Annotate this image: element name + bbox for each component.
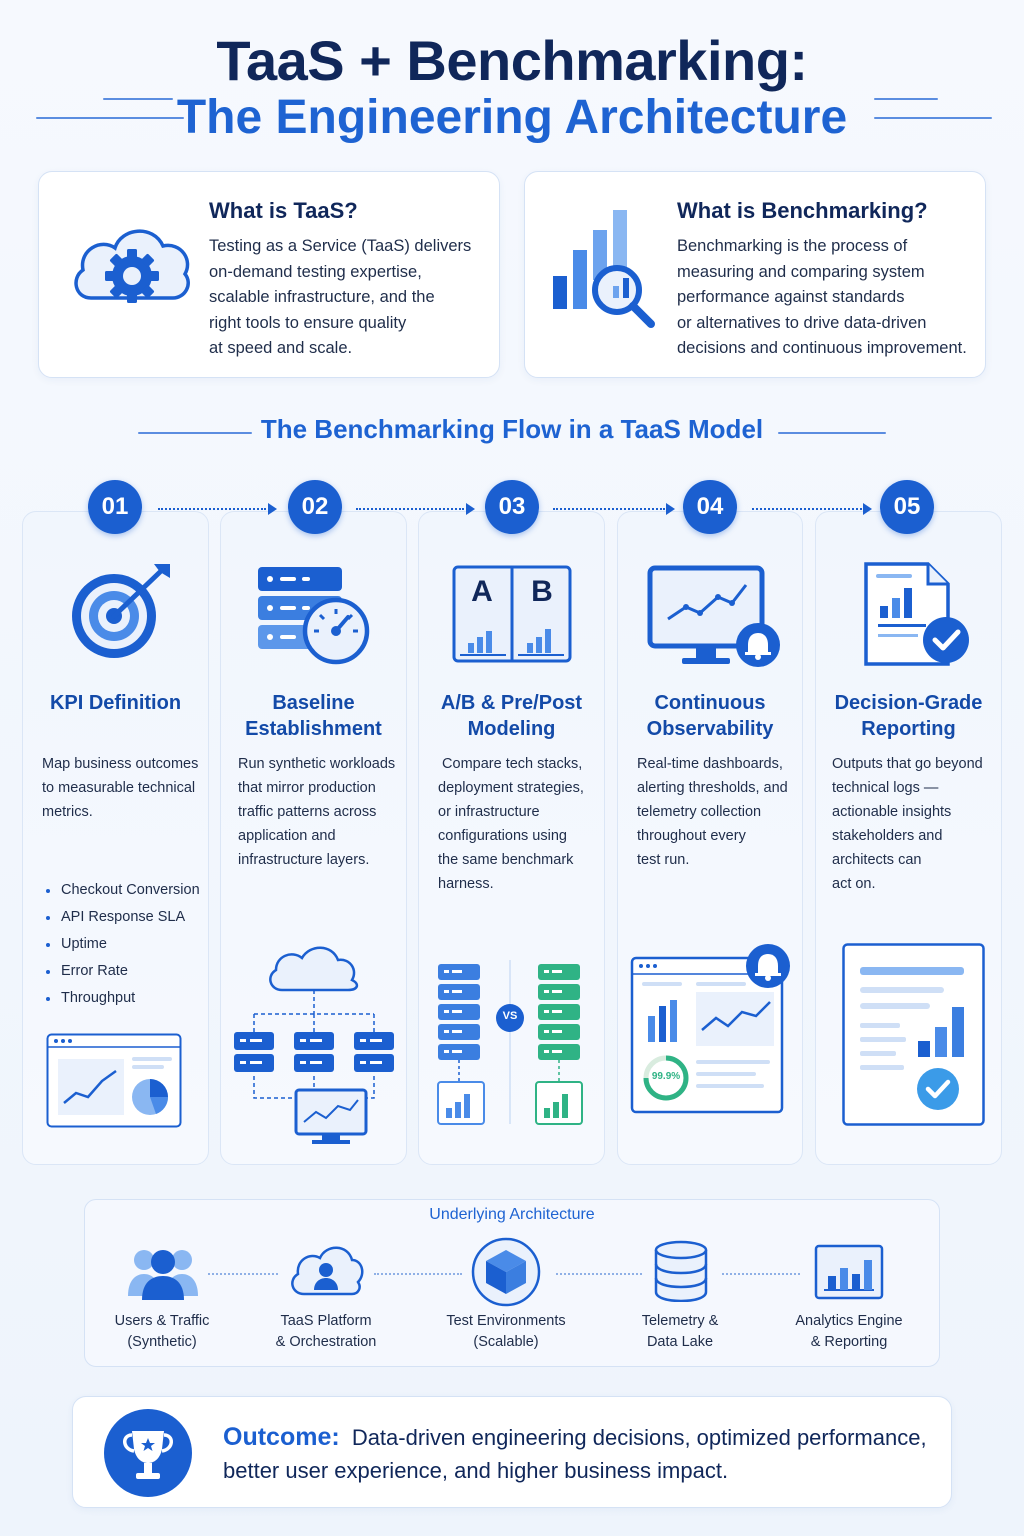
desc-line: actionable insights bbox=[832, 804, 952, 820]
flow-arrow-line bbox=[356, 508, 464, 510]
step-title-line: A/B & Pre/Post bbox=[440, 692, 583, 714]
benchmarking-desc-line: or alternatives to drive data-driven bbox=[677, 313, 927, 332]
variant-a-label: A bbox=[471, 575, 493, 608]
server-gauge-icon bbox=[256, 565, 371, 665]
benchmarking-desc-line: Benchmarking is the process of bbox=[677, 237, 908, 255]
label-line: Telemetry & bbox=[641, 1313, 719, 1329]
title-divider-right-short bbox=[874, 98, 938, 100]
step-number: 05 bbox=[880, 480, 934, 534]
desc-line: infrastructure layers. bbox=[238, 852, 370, 868]
taas-desc-line: on-demand testing expertise, bbox=[209, 262, 422, 281]
arrow-right-icon bbox=[863, 503, 872, 515]
taas-desc-line: right tools to ensure quality bbox=[209, 313, 407, 332]
step-title-line: Reporting bbox=[861, 718, 956, 740]
label-line: (Scalable) bbox=[473, 1334, 539, 1350]
step-desc-baseline bbox=[238, 752, 405, 872]
step-title-ab bbox=[418, 690, 605, 742]
label-line: Test Environments bbox=[446, 1313, 566, 1329]
cloud-user-icon bbox=[288, 1240, 364, 1302]
step-desc-kpi bbox=[42, 752, 207, 824]
step-number: 01 bbox=[88, 480, 142, 534]
kpi-list-item: API Response SLA bbox=[46, 904, 206, 931]
outcome-statement bbox=[223, 1421, 943, 1487]
target-icon bbox=[68, 560, 173, 662]
step-title-kpi bbox=[22, 690, 209, 716]
arrow-right-icon bbox=[666, 503, 675, 515]
step-title-line: Decision-Grade bbox=[834, 692, 983, 714]
desc-line: Run synthetic workloads bbox=[238, 756, 396, 772]
desc-line: telemetry collection bbox=[637, 804, 762, 820]
kpi-list-item: Uptime bbox=[46, 931, 206, 958]
uptime-value: 99.9% bbox=[651, 1071, 681, 1082]
outcome-text-line: Data-driven engineering decisions, optimized performance, bbox=[351, 1425, 927, 1450]
architecture-connector bbox=[374, 1273, 462, 1275]
desc-line: harness. bbox=[438, 876, 494, 892]
flow-arrow-line bbox=[158, 508, 266, 510]
stack-comparison-illustration bbox=[428, 958, 596, 1130]
label-line: & Reporting bbox=[810, 1334, 888, 1350]
page-subtitle: The Engineering Architecture bbox=[176, 91, 848, 144]
cloud-network-illustration bbox=[230, 940, 398, 1150]
kpi-list-item: Throughput bbox=[46, 985, 206, 1012]
desc-line: alerting thresholds, and bbox=[637, 780, 788, 796]
cloud-gear-icon bbox=[69, 210, 194, 320]
database-icon bbox=[654, 1240, 708, 1302]
desc-line: act on. bbox=[832, 876, 876, 892]
desc-line: to measurable technical bbox=[42, 780, 196, 796]
step-desc-ab bbox=[438, 752, 603, 896]
benchmarking-card bbox=[524, 171, 986, 378]
vs-label: VS bbox=[502, 1010, 518, 1022]
desc-line: that mirror production bbox=[238, 780, 376, 796]
report-document-illustration bbox=[842, 943, 985, 1126]
analytics-chart-icon bbox=[814, 1244, 884, 1300]
arrow-right-icon bbox=[466, 503, 475, 515]
monitor-alert-icon bbox=[646, 565, 786, 670]
label-line: (Synthetic) bbox=[127, 1334, 197, 1350]
desc-line: test run. bbox=[637, 852, 690, 868]
benchmarking-title: What is Benchmarking? bbox=[677, 198, 928, 223]
taas-desc-line: Testing as a Service (TaaS) delivers bbox=[209, 237, 472, 255]
flow-section-title: The Benchmarking Flow in a TaaS Model bbox=[260, 414, 764, 444]
architecture-connector bbox=[722, 1273, 800, 1275]
outcome-label: Outcome: bbox=[223, 1423, 340, 1451]
desc-line: technical logs — bbox=[832, 780, 939, 796]
architecture-label-platform bbox=[256, 1311, 396, 1353]
step-number: 03 bbox=[485, 480, 539, 534]
desc-line: the same benchmark bbox=[438, 852, 574, 868]
label-line: TaaS Platform bbox=[280, 1313, 372, 1329]
flow-arrow-line bbox=[752, 508, 862, 510]
architecture-label-environments bbox=[426, 1311, 586, 1353]
step-title-line: Baseline bbox=[272, 692, 355, 714]
users-icon bbox=[128, 1240, 198, 1302]
desc-line: or infrastructure bbox=[438, 804, 540, 820]
architecture-connector bbox=[208, 1273, 278, 1275]
arrow-right-icon bbox=[268, 503, 277, 515]
variant-b-label: B bbox=[531, 575, 553, 608]
label-line: & Orchestration bbox=[275, 1334, 377, 1350]
benchmarking-desc-line: measuring and comparing system bbox=[677, 262, 925, 281]
desc-line: throughout every bbox=[637, 828, 746, 844]
bar-chart-magnifier-icon bbox=[547, 204, 659, 329]
label-line: Users & Traffic bbox=[114, 1313, 210, 1329]
outcome-text-line: better user experience, and higher business impact. bbox=[223, 1458, 729, 1483]
step-title-observability bbox=[617, 690, 803, 742]
taas-card bbox=[38, 171, 500, 378]
architecture-label-analytics bbox=[774, 1311, 924, 1353]
cube-icon bbox=[470, 1236, 542, 1308]
step-number: 02 bbox=[288, 480, 342, 534]
label-line: Data Lake bbox=[646, 1334, 714, 1350]
desc-line: traffic patterns across bbox=[238, 804, 377, 820]
step-title-line: Continuous bbox=[654, 692, 766, 714]
desc-line: configurations using bbox=[438, 828, 567, 844]
taas-title: What is TaaS? bbox=[209, 198, 358, 223]
desc-line: architects can bbox=[832, 852, 922, 868]
step-title-line: Modeling bbox=[467, 718, 556, 740]
taas-desc-line: scalable infrastructure, and the bbox=[209, 288, 435, 306]
benchmarking-desc-line: decisions and continuous improvement. bbox=[677, 339, 967, 357]
title-divider-right bbox=[874, 117, 992, 119]
label-line: Analytics Engine bbox=[795, 1313, 903, 1329]
step-title-reporting bbox=[815, 690, 1002, 742]
step-title-line: Observability bbox=[646, 718, 774, 740]
trophy-icon bbox=[104, 1409, 192, 1497]
kpi-list bbox=[46, 877, 206, 1012]
architecture-title: Underlying Architecture bbox=[429, 1206, 595, 1223]
architecture-label-telemetry bbox=[610, 1311, 750, 1353]
desc-line: metrics. bbox=[42, 804, 93, 820]
architecture-label-users bbox=[92, 1311, 232, 1353]
step-title-line: Establishment bbox=[245, 718, 382, 740]
desc-line: deployment strategies, bbox=[438, 780, 584, 796]
desc-line: Real-time dashboards, bbox=[637, 756, 783, 772]
step-title-baseline bbox=[220, 690, 407, 742]
report-check-icon bbox=[860, 560, 975, 670]
flow-arrow-line bbox=[553, 508, 665, 510]
step-desc-observability bbox=[637, 752, 801, 872]
benchmarking-desc-line: performance against standards bbox=[677, 288, 905, 306]
page-title: TaaS + Benchmarking: bbox=[216, 29, 808, 92]
dashboard-illustration bbox=[46, 1033, 182, 1128]
kpi-list-item: Checkout Conversion bbox=[46, 877, 206, 904]
ab-test-icon bbox=[452, 565, 572, 663]
step-desc-reporting bbox=[832, 752, 1000, 896]
step-title-line: KPI Definition bbox=[49, 692, 182, 714]
desc-line: Outputs that go beyond bbox=[832, 756, 983, 772]
observability-dashboard-illustration bbox=[630, 942, 795, 1117]
kpi-list-item: Error Rate bbox=[46, 958, 206, 985]
section-divider-right bbox=[778, 432, 886, 434]
step-number: 04 bbox=[683, 480, 737, 534]
taas-desc-line: at speed and scale. bbox=[209, 339, 353, 357]
desc-line: application and bbox=[238, 828, 336, 844]
desc-line: Map business outcomes bbox=[42, 756, 199, 772]
desc-line: stakeholders and bbox=[832, 828, 943, 844]
architecture-connector bbox=[556, 1273, 642, 1275]
desc-line: Compare tech stacks, bbox=[438, 756, 583, 772]
